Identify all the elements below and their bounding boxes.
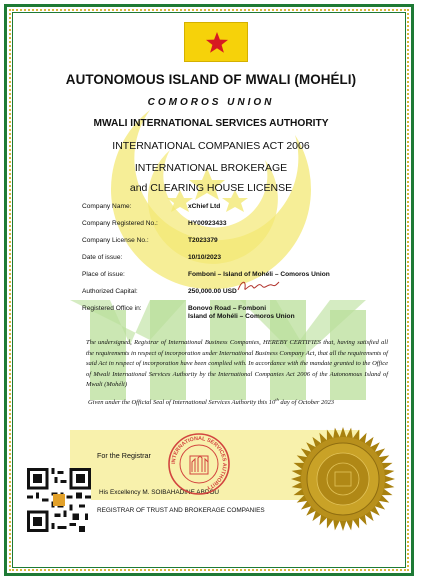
field-value-date-of-issue: 10/10/2023 — [188, 254, 222, 261]
field-label-company-name: Company Name: — [82, 203, 132, 210]
registrar-signature — [236, 278, 280, 294]
field-value-place-of-issue: Fomboni – Island of Mohéli – Comoros Union — [188, 271, 330, 278]
field-label-registered-office: Registered Office in: — [82, 305, 142, 312]
field-label-place-of-issue: Place of issue: — [82, 271, 125, 278]
union-subtitle: COMOROS UNION — [147, 97, 275, 108]
field-label-license-no: Company License No.: — [82, 237, 149, 244]
certificate-title: AUTONOMOUS ISLAND OF MWALI (MOHÉLI) — [65, 72, 357, 87]
field-label-authorized-capital: Authorized Capital: — [82, 288, 138, 295]
qr-code-icon — [27, 468, 91, 532]
given-suffix: day of October 2023 — [278, 399, 335, 407]
mwali-flag-icon — [184, 22, 248, 62]
field-label-date-of-issue: Date of issue: — [82, 254, 123, 261]
license-heading-line2: and CLEARING HOUSE LICENSE — [129, 182, 293, 194]
registrar-title: REGISTRAR OF TRUST AND BROKERAGE COMPANIES — [97, 507, 265, 514]
certification-paragraph: The undersigned, Registrar of International Business Companies, HEREBY CERTIFIES that, having satisfied all the requirements in respect of incorporation under International Business Company Act, that all the requirements of said Act in respect of incorporation have been complied with. In accordance with the mandate granted to the Office of Mwali International Services Authority by the International Companies Act 2006 of the Autonomous Island of Mwali (Mohéli) — [86, 339, 388, 389]
red-star-icon — [205, 31, 229, 55]
given-under-seal-line — [0, 397, 422, 406]
stamp-ring-text: INTERNATIONAL SERVICES AUTHORITY — [170, 435, 228, 491]
field-value-license-no: T2023379 — [188, 237, 218, 244]
registrar-name: His Excellency M. SOIBAHADINE ABDOU — [99, 489, 220, 496]
field-label-registered-no: Company Registered No.: — [82, 220, 158, 227]
field-value-registered-no: HY00923433 — [188, 220, 227, 227]
field-value-company-name: xChief Ltd — [188, 203, 221, 210]
given-prefix: Given under the Official Seal of International Services Authority this 10 — [87, 399, 276, 407]
given-ordinal: th — [275, 397, 279, 402]
authority-stamp-icon — [167, 432, 231, 496]
authority-heading: MWALI INTERNATIONAL SERVICES AUTHORITY — [93, 118, 329, 129]
gold-seal-icon — [290, 426, 396, 532]
license-heading-line1: INTERNATIONAL BROKERAGE — [134, 162, 288, 174]
field-value-authorized-capital: 250,000.00 USD — [188, 288, 237, 295]
act-heading: INTERNATIONAL COMPANIES ACT 2006 — [112, 140, 310, 152]
for-the-registrar: For the Registrar — [97, 451, 151, 460]
field-value-registered-office-line1: Bonovo Road – Fomboni — [188, 305, 267, 312]
field-value-registered-office-line2: Island of Mohéli – Comoros Union — [188, 313, 295, 320]
